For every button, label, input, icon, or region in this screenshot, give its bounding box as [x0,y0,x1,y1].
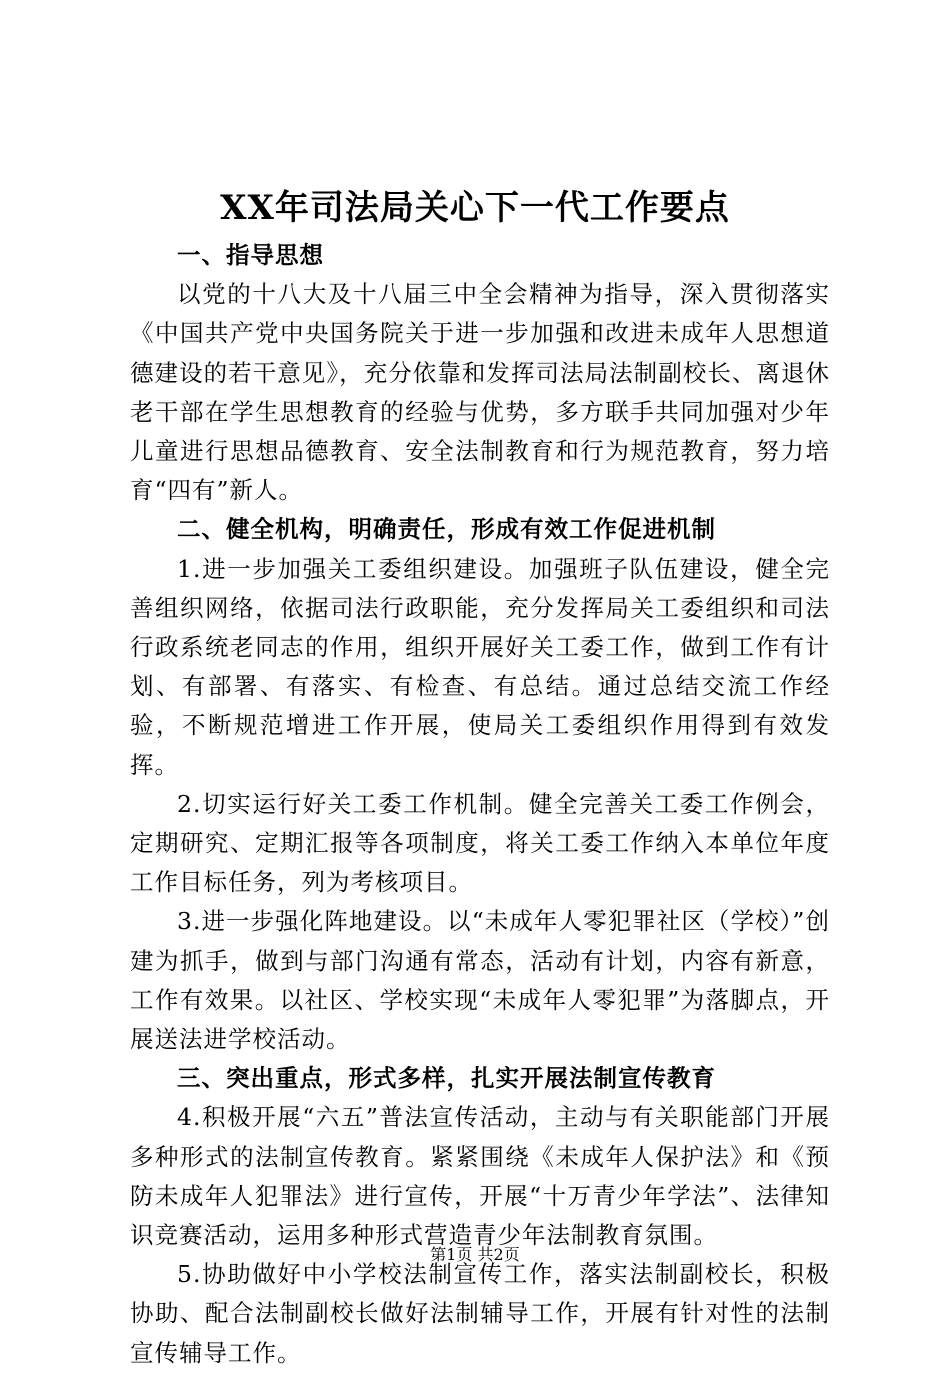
paragraph: 2.切实运行好关工委工作机制。健全完善关工委工作例会，定期研究、定期汇报等各项制度，将关工委工作纳入本单位年度工作目标任务，列为考核项目。 [130,789,830,897]
paragraph: 以党的十八大及十八届三中全会精神为指导，深入贯彻落实《中国共产党中央国务院关于进一步加强和改进未成年人思想道德建设的若干意见》，充分依靠和发挥司法局法制副校长、离退休老干部在学生思想教育的经验与优势，多方联手共同加强对少年儿童进行思想品德教育、安全法制教育和行为规范教育，努力培育“四有”新人。 [130,280,830,505]
document-title: XX年司法局关心下一代工作要点 [220,188,730,228]
paragraph: 4.积极开展“六五”普法宣传活动，主动与有关职能部门开展多种形式的法制宣传教育。紧紧围绕《未成年人保护法》和《预防未成年人犯罪法》进行宣传，开展“十万青少年学法”、法律知识竞赛活动，运用多种形式营造青少年法制教育氛围。 [130,1103,830,1250]
page-footer: 第1页 共2页 [430,1245,520,1264]
paragraph: 3.进一步强化阵地建设。以“未成年人零犯罪社区（学校）”创建为抓手，做到与部门沟通有常态，活动有计划，内容有新意，工作有效果。以社区、学校实现“未成年人零犯罪”为落脚点，开展送法进学校活动。 [130,907,830,1054]
section-heading-3: 三、突出重点，形式多样，扎实开展法制宣传教育 [177,1064,716,1093]
paragraph: 1.进一步加强关工委组织建设。加强班子队伍建设，健全完善组织网络，依据司法行政职能，充分发挥局关工委组织和司法行政系统老同志的作用，组织开展好关工委工作，做到工作有计划、有部署、有落实、有检查、有总结。通过总结交流工作经验，不断规范增进工作开展，使局关工委组织作用得到有效发挥。 [130,554,830,779]
section-heading-1: 一、指导思想 [177,241,324,269]
paragraph: 5.协助做好中小学校法制宣传工作，落实法制副校长，积极协助、配合法制副校长做好法制辅导工作，开展有针对性的法制宣传辅导工作。 [130,1260,830,1367]
document-body [130,236,830,1373]
section-heading-2: 二、健全机构，明确责任，形成有效工作促进机制 [177,515,716,544]
